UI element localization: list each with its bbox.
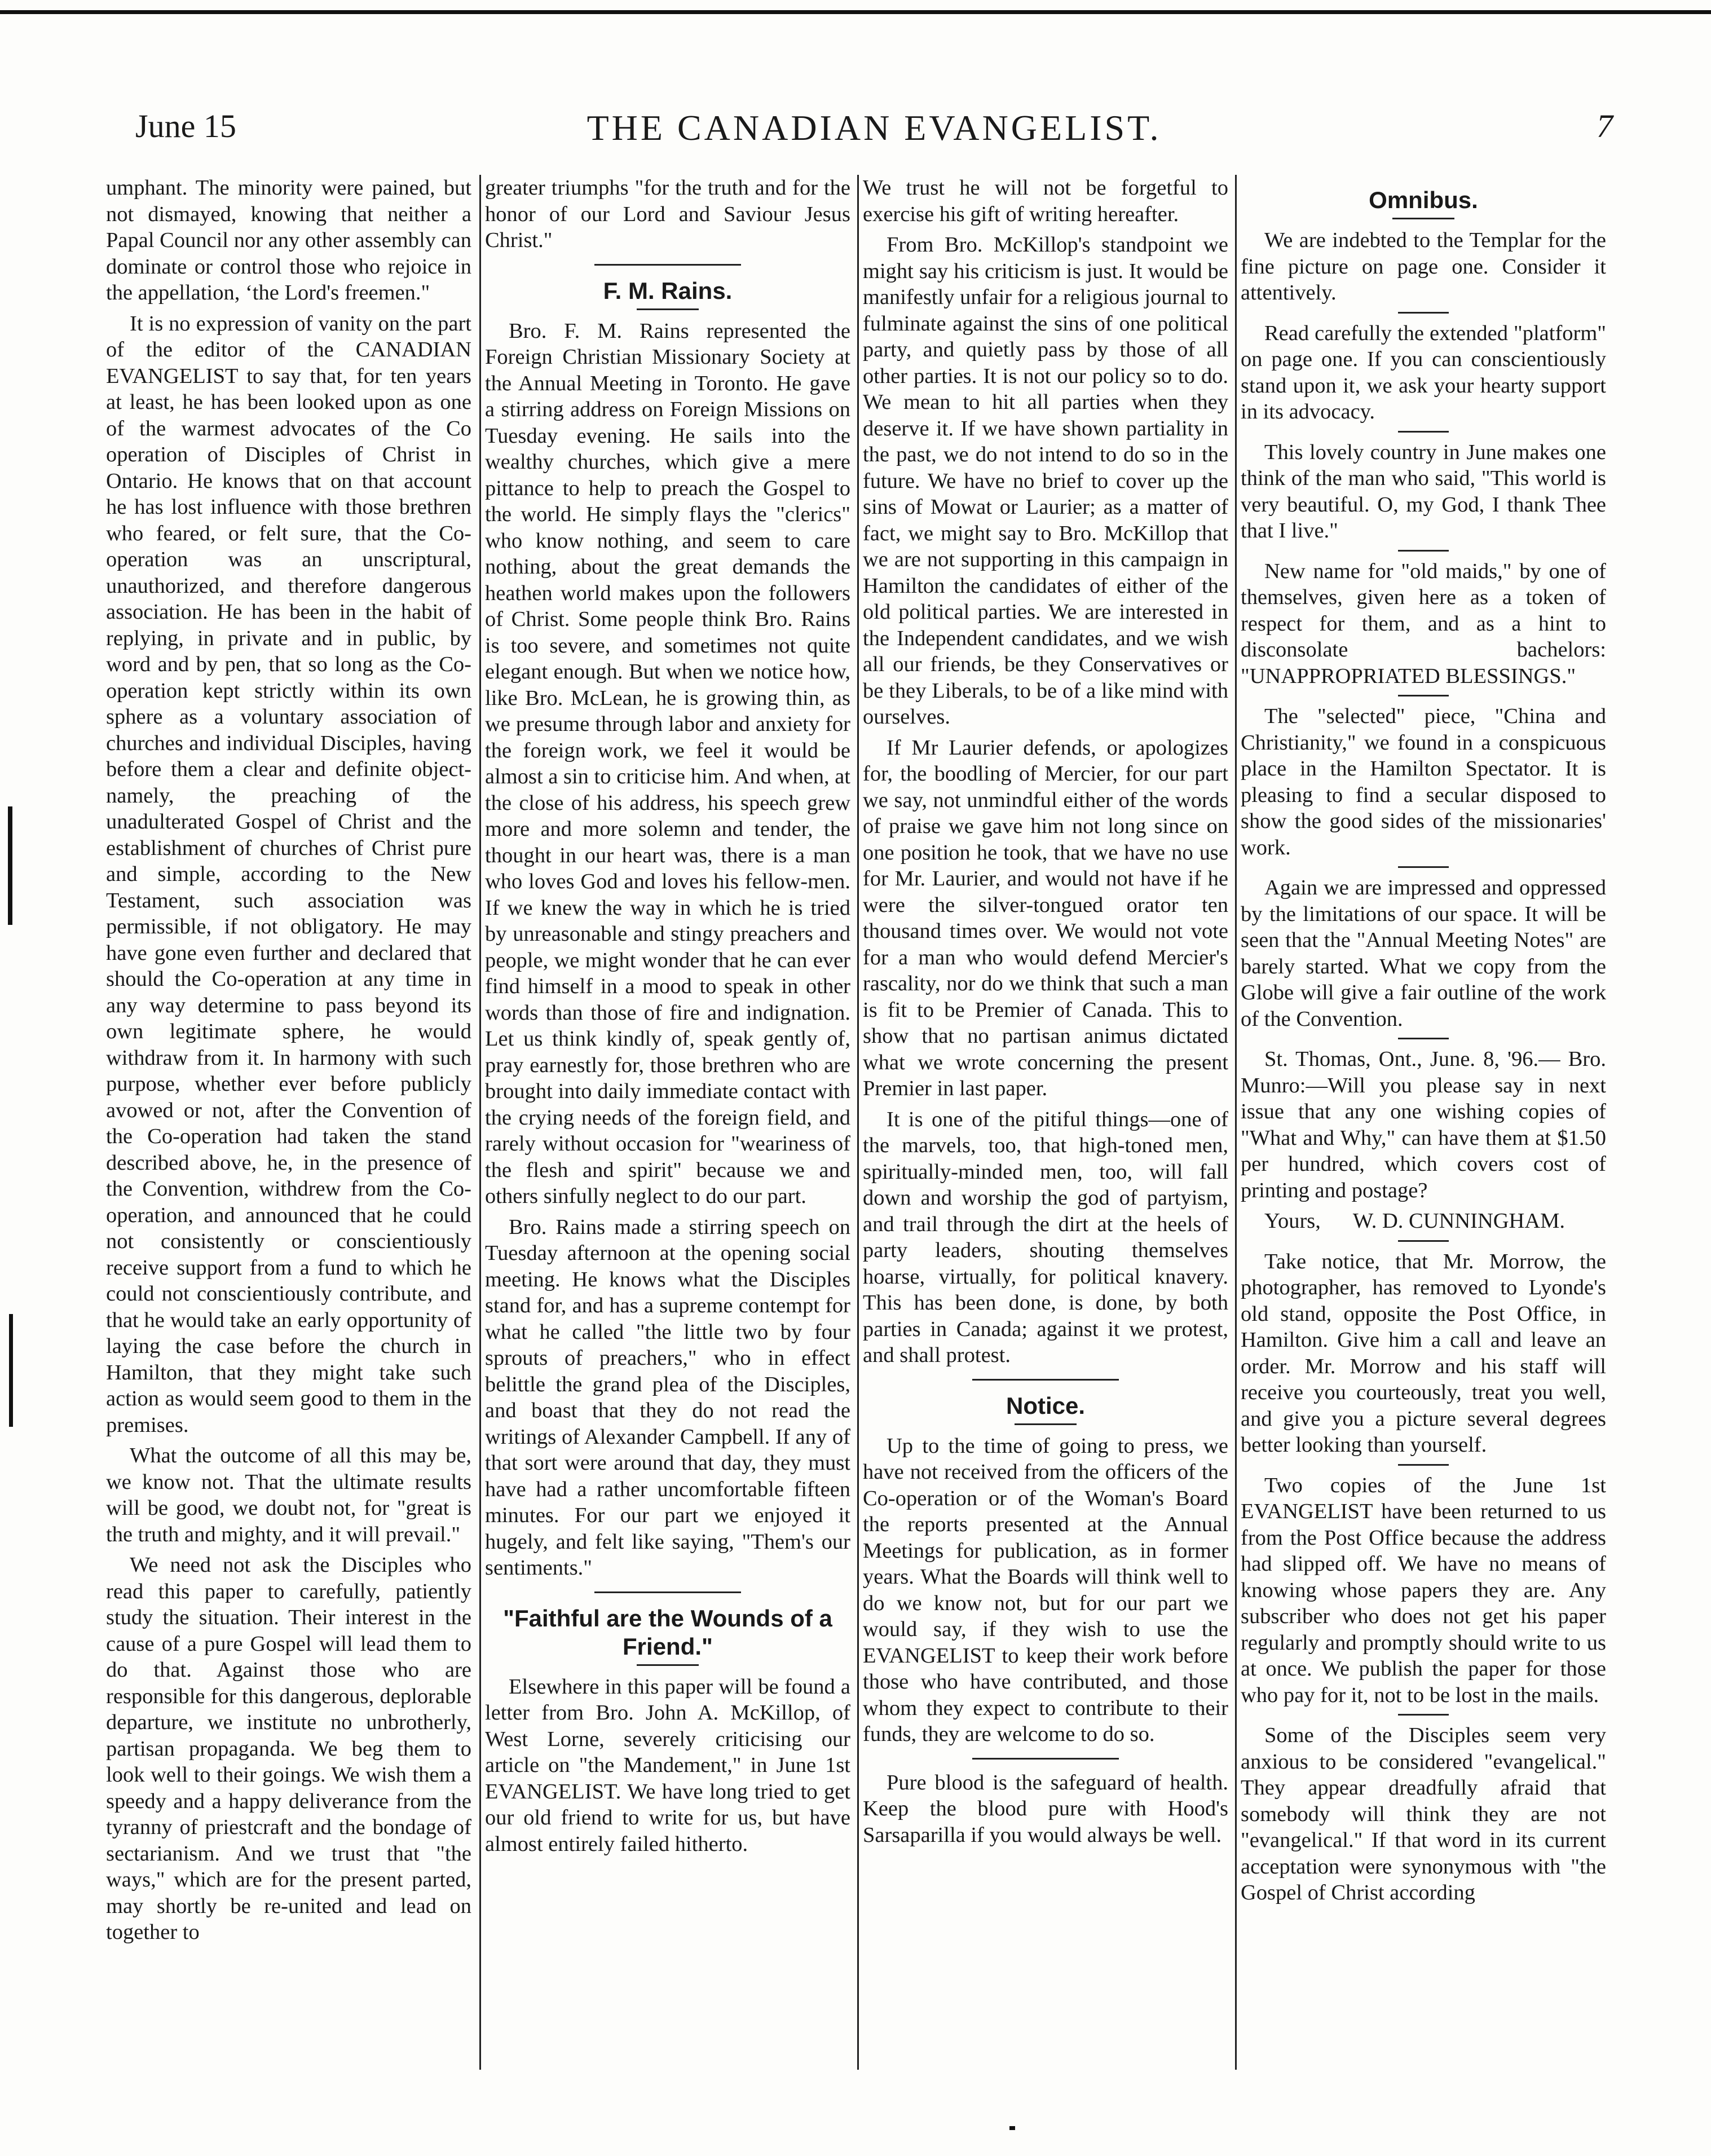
paragraph: greater triumphs "for the truth and for the honor of our Lord and Saviour Jesus Christ." bbox=[485, 176, 850, 252]
item-divider bbox=[1398, 312, 1449, 314]
scan-artifact-mark bbox=[8, 806, 12, 925]
column-2 bbox=[485, 175, 850, 2070]
paragraph: The "selected" piece, "China and Christianity," we found in a conspicuous place in the Hamilton Spectator. It is pleasing to find a secular disposed to show the good sides of the missionaries' work. bbox=[1241, 704, 1606, 859]
paragraph: Bro. Rains made a stirring speech on Tuesday afternoon at the opening social meeting. He knows what the Disciples stand for, and has a supreme contempt for what he called "the little two by four sprouts of preachers," who in effect belittle the grand plea of the Disciples, and boast that they do not read the writings of Alexander Campbell. If any of that sort were around that day, they must have had a rather uncomfortable fifteen minutes. For our part we enjoyed it hugely, and felt like saying, "Them's our sentiments." bbox=[485, 1215, 850, 1580]
paragraph: Pure blood is the safeguard of health. Keep the blood pure with Hood's Sarsaparilla if you would always be well. bbox=[863, 1770, 1228, 1847]
item-divider bbox=[1398, 1240, 1449, 1242]
paragraph: Read carefully the extended "platform" on page one. If you can conscientiously stand upon it, we ask your hearty support in its advocacy. bbox=[1241, 321, 1606, 424]
paragraph: It is one of the pitiful things—one of the marvels, too, that high-toned men, spiritually-minded men, too, will fall down and worship the god of partyism, and trail through the dirt at the heels of party leaders, shouting themselves hoarse, virtually, for political knavery. This has been done, is done, by both parties in Canada; against it we protest, and shall protest. bbox=[863, 1107, 1228, 1367]
paragraph: What the outcome of all this may be, we know not. That the ultimate results will be good, we doubt not, for "great is the truth and mighty, and it will prevail." bbox=[106, 1444, 471, 1546]
page-number: 7 bbox=[1597, 108, 1613, 144]
top-border-rule bbox=[0, 10, 1711, 14]
column-1 bbox=[106, 175, 471, 2070]
paragraph: Up to the time of going to press, we have not received from the officers of the Co-operation or of the Woman's Board the reports presented at the Annual Meetings for publication, as in former years. What the Boards will think well to do we know not, but for our part we would say, if they wish to use the EVANGELIST to keep their work before those who have contributed, and those whom they expect to contribute to their funds, they are welcome to do so. bbox=[863, 1434, 1228, 1746]
column-divider bbox=[857, 175, 859, 2070]
column-4 bbox=[1241, 175, 1606, 2070]
item-divider bbox=[1398, 1714, 1449, 1716]
paragraph: We need not ask the Disciples who read this paper to carefully, patiently study the situation. Their interest in the cause of a pure Gospel will lead them to do that. Against those who are responsible for this dangerous, deplorable departure, we institute no unbrotherly, partisan propaganda. We beg them to look well to their goings. We wish them a speedy and a happy deliverance from the tyranny of priestcraft and the bondage of sectarianism. And we trust that "the ways," which are for the present parted, may shortly be re-united and lead on together to bbox=[106, 1553, 471, 1944]
column-3 bbox=[863, 175, 1228, 2070]
scan-artifact-mark bbox=[1009, 2126, 1015, 2130]
item-divider bbox=[1398, 431, 1449, 433]
scan-artifact-mark bbox=[9, 1314, 13, 1427]
paragraph: Again we are impressed and oppressed by the limitations of our space. It will be seen that the "Annual Meeting Notes" are barely started. What we copy from the Globe will give a fair outline of the work of the Convention. bbox=[1241, 876, 1606, 1031]
item-divider bbox=[1398, 550, 1449, 552]
issue-date: June 15 bbox=[135, 108, 236, 144]
heading-rule bbox=[637, 1664, 699, 1666]
paragraph: Take notice, that Mr. Morrow, the photographer, has removed to Lyonde's old stand, opposite the Post Office, in Hamilton. Give him a call and leave an order. Mr. Morrow and his staff will receive you courteously, treat you well, and give you a picture several degrees better looking than yourself. bbox=[1241, 1249, 1606, 1457]
column-divider bbox=[479, 175, 481, 2070]
paragraph: Some of the Disciples seem very anxious to be considered "evangelical." They appear dreadfully afraid that somebody will think they are not "evangelical." If that word in its current acceptation were synonymous with "the Gospel of Christ according bbox=[1241, 1723, 1606, 1904]
paragraph: Bro. F. M. Rains represented the Foreign Christian Missionary Society at the Annual Meeting in Toronto. He gave a stirring address on Foreign Missions on Tuesday evening. He sails into the wealthy churches, which give a mere pittance to help to preach the Gospel to the world. He simply flays the "clerics" who know nothing, and seem to care nothing, about the great demands the heathen world makes upon the followers of Christ. Some people think Bro. Rains is too severe, and sometimes not quite elegant enough. But when we notice how, like Bro. McLean, he is growing thin, as we presume through labor and anxiety for the foreign work, we feel it would be almost a sin to criticise him. And when, at the close of his address, his speech grew more and more solemn and tender, the thought in our heart was, there is a man who loves God and loves his fellow-men. If we knew the way in which he is tried by unreasonable and stingy preachers and people, we might wonder that he can ever find himself in a mood to speak in other words than those of fire and indignation. Let us think kindly of, speak gently of, pray earnestly for, those brethren who are brought into daily immediate contact with the crying needs of the foreign field, and rarely without occasion for "weariness of the flesh and spirit" because we and others sinfully neglect to do our part. bbox=[485, 319, 850, 1208]
paragraph: From Bro. McKillop's standpoint we might say his criticism is just. It would be manifestly unfair for a religious journal to fulminate against the sins of one political party, and quietly pass by those of all other parties. It is not our policy so to do. We mean to hit all parties when they deserve it. If we have shown partiality in the past, we do not intend to do so in the future. We have no brief to cover up the sins of Mowat or Laurier; as a matter of fact, we might say to Bro. McKillop that we are not supporting in this campaign in Hamilton the candidates of either of the old political parties. We are interested in the Independent candidates, and we wish all our friends, be they Conservatives or be they Liberals, to be of a like mind with ourselves. bbox=[863, 233, 1228, 729]
heading-rule bbox=[637, 308, 699, 310]
paragraph: We trust he will not be forgetful to exercise his gift of writing hereafter. bbox=[863, 176, 1228, 226]
article-heading-rains: F. M. Rains. bbox=[603, 277, 733, 304]
article-heading-notice: Notice. bbox=[1006, 1392, 1086, 1419]
newspaper-title: THE CANADIAN EVANGELIST. bbox=[586, 108, 1162, 148]
item-divider bbox=[1398, 866, 1449, 868]
item-divider bbox=[1398, 695, 1449, 696]
article-heading-faithful: "Faithful are the Wounds of a Friend." bbox=[503, 1604, 832, 1660]
paragraph: We are indebted to the Templar for the fine picture on page one. Consider it attentively. bbox=[1241, 228, 1606, 305]
section-divider bbox=[594, 1591, 741, 1593]
paragraph: New name for "old maids," by one of themselves, given here as a token of respect for them, and as a hint to disconsolate bachelors: "UNAPPROPRIATED BLESSINGS." bbox=[1241, 559, 1606, 688]
heading-rule bbox=[1392, 218, 1454, 219]
paragraph: umphant. The minority were pained, but not dismayed, knowing that neither a Papal Council nor any other assembly can dominate or control those who rejoice in the appellation, ‘the Lord's freemen." bbox=[106, 176, 471, 305]
paragraph: It is no expression of vanity on the part of the editor of the CANADIAN EVANGELIST to say that, for ten years at least, he has been looked upon as one of the warmest advocates of the Co operation of Disciples of Christ in Ontario. He knows that on that account he has lost influence with those brethren who feared, or felt sure, that the Co-operation was an unscriptural, unauthorized, and therefore dangerous association. He has been in the habit of replying, in private and in public, by word and by pen, that so long as the Co-operation kept strictly within its own sphere as a voluntary association of churches and individual Disciples, having before them a clear and definite object- namely, the preaching of the unadulterated Gospel of Christ and the establishment of churches of Christ pure and simple, according to the New Testament, such association was permissible, if not obligatory. He may have gone even further and declared that should the Co-operation at any time in any way determine to pass beyond its own legitimate sphere, he would withdraw from it. In harmony with such purpose, whether ever before publicly avowed or not, after the Convention of the Co-operation had taken the stand described above, he, in the presence of the Convention, withdrew from the Co-operation, and announced that he could not consistently or conscientiously receive support from a fund to which he could not conscientiously contribute, and that he would take an early opportunity of laying the case before the church in Hamilton, that they might take such action as would seem good to them in the premises. bbox=[106, 311, 471, 1437]
column-divider bbox=[1235, 175, 1237, 2070]
item-divider bbox=[1398, 1464, 1449, 1466]
section-divider bbox=[972, 1758, 1119, 1760]
letter-signature: Yours, W. D. CUNNINGHAM. bbox=[1264, 1209, 1566, 1233]
paragraph: Elsewhere in this paper will be found a letter from Bro. John A. McKillop, of West Lorne, severely criticising our article on "the Mandement," in June 1st EVANGELIST. We have long tried to get our old friend to write for us, but have almost entirely failed hitherto. bbox=[485, 1674, 850, 1856]
heading-rule bbox=[1015, 1423, 1077, 1425]
article-heading-omnibus: Omnibus. bbox=[1369, 187, 1478, 213]
paragraph: If Mr Laurier defends, or apologizes for, the boodling of Mercier, for our part we say, not unmindful either of the words of praise we gave him not long since on one position he took, that we have no use for Mr. Laurier, and would not have if he were the silver-tongued orator ten thousand times over. We would not vote for a man who would defend Mercier's rascality, nor do we think that such a man is fit to be Premier of Canada. This to show that no partisan animus dictated what we wrote concerning the present Premier in last paper. bbox=[863, 735, 1228, 1100]
section-divider bbox=[594, 264, 741, 266]
page-header bbox=[135, 107, 1613, 158]
section-divider bbox=[972, 1379, 1119, 1381]
paragraph: Two copies of the June 1st EVANGELIST have been returned to us from the Post Office because the address had slipped off. We have no means of knowing whose papers they are. Any subscriber who does not get his paper regularly and promptly should write to us at once. We publish the paper for those who pay for it, not to be lost in the mails. bbox=[1241, 1473, 1606, 1707]
paragraph: St. Thomas, Ont., June. 8, '96.— Bro. Munro:—Will you please say in next issue that any one wishing copies of "What and Why," can have them at $1.50 per hundred, which covers cost of printing and postage? bbox=[1241, 1047, 1606, 1202]
item-divider bbox=[1398, 1038, 1449, 1039]
paragraph: This lovely country in June makes one think of the man who said, "This world is very beautiful. O, my God, I thank Thee that I live." bbox=[1241, 440, 1606, 543]
